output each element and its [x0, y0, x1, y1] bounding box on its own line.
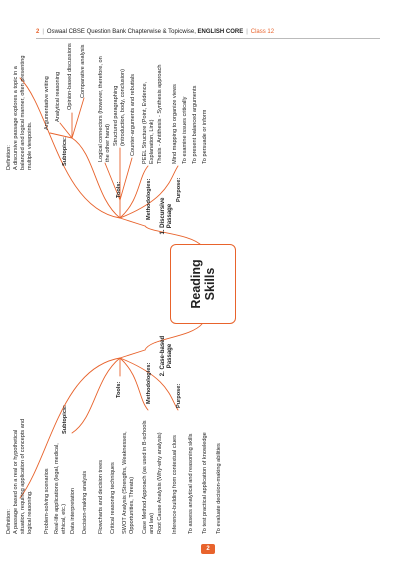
case-definition: Definition: A passage based on a real or hypothetical situation, requiring application of concepts and logical reasoning.	[6, 418, 33, 534]
case-purpose-item: To evaluate decision-making abilities	[216, 443, 222, 534]
central-topic-title: Reading Skills	[189, 259, 217, 309]
connector-line	[20, 358, 120, 498]
case-subtopic-item: Problem-solving scenarios	[44, 468, 50, 534]
class-label: Class 12	[250, 29, 275, 35]
case-tool-item: Flowcharts and decision trees	[98, 460, 104, 534]
discursive-methodology-item: Thesis - Antithesis - Synthesis approach	[157, 64, 163, 164]
mind-map	[0, 43, 416, 538]
connector-line	[120, 358, 148, 410]
case-subtopic-item: Real-life applications (legal, medical, ethical, etc.)	[54, 443, 67, 534]
discursive-tool-item: Structured paragraphing (introduction, body, conclusion)	[113, 68, 126, 146]
running-header	[36, 28, 274, 36]
case-methodology-item: Root Cause Analysis (Why-why analysis)	[157, 432, 163, 534]
page-number-badge: 2	[201, 544, 215, 554]
case-subtopics-label: Subtopics:	[62, 405, 68, 434]
mind-map-rotated-canvas	[0, 43, 416, 538]
case-subtopic-item: Data interpretation	[70, 487, 76, 534]
discursive-subtopics-label: Subtopics:	[62, 137, 68, 166]
branch-title-discursive: 1. Discursive Passage	[160, 197, 173, 235]
case-tool-item: Critical reasoning techniques	[110, 462, 116, 534]
case-purpose-item: To assess analytical and reasoning skills	[188, 433, 194, 534]
subject-title: ENGLISH CORE	[197, 29, 244, 35]
discursive-tool-item: Counter-arguments and rebuttals	[130, 73, 136, 156]
page-header	[0, 0, 416, 50]
case-methodologies-label: Methodologies:	[146, 362, 152, 404]
book-title: Oswaal CBSE Question Bank Chapterwise & Topicwise,	[46, 29, 198, 35]
header-separator: |	[246, 29, 248, 35]
header-separator: |	[42, 29, 44, 35]
discursive-subtopic-item: Comparative analysis	[80, 44, 86, 98]
discursive-purpose-item: To persuade or inform	[202, 109, 208, 164]
discursive-subtopic-item: Analytical reasoning	[55, 71, 61, 122]
case-tools-label: Tools:	[116, 381, 122, 398]
discursive-methodology-item: PEEL Structure (Point, Evidence, Explanation, Link)	[142, 81, 155, 164]
connector-line	[72, 138, 120, 218]
branch-title-case: 2. Case-based Passage	[160, 335, 173, 377]
connector-line	[120, 218, 145, 226]
discursive-subtopic-item: Argumentative writing	[44, 76, 50, 130]
central-topic-box	[170, 244, 236, 324]
case-purpose-item: To test practical application of knowledge	[202, 432, 208, 534]
case-tool-item: SWOT Analysis (Strengths, Weaknesses, Opportunities, Threats)	[122, 431, 135, 534]
case-methodology-item: Inference-building from contextual clues	[172, 435, 178, 534]
discursive-methodologies-label: Methodologies:	[146, 178, 152, 220]
discursive-tools-label: Tools:	[116, 181, 122, 198]
case-purpose-label: Purpose:	[176, 383, 182, 408]
discursive-subtopic-item: Opinion-based discussions	[67, 43, 73, 110]
connector-line	[120, 166, 148, 218]
discursive-purpose-item: To examine issues critically	[182, 96, 188, 164]
connector-line	[72, 358, 120, 433]
page-number: 2	[36, 29, 40, 35]
discursive-definition: Definition: A discursive passage explores a topic in a balanced and logical manner, often presenting multiple viewpoints.	[6, 55, 33, 170]
case-subtopic-item: Decision-making analysis	[82, 470, 88, 534]
header-rule	[36, 38, 380, 39]
discursive-methodology-item: Mind mapping to organize views	[172, 84, 178, 164]
discursive-purpose-label: Purpose:	[176, 177, 182, 202]
connector-line	[120, 350, 145, 358]
discursive-purpose-item: To present balanced arguments	[192, 85, 198, 164]
case-methodology-item: Case Method Approach (as used in B-schools and law)	[142, 420, 155, 534]
discursive-tool-item: Logical connectors (however, therefore, on the other hand)	[98, 56, 111, 162]
